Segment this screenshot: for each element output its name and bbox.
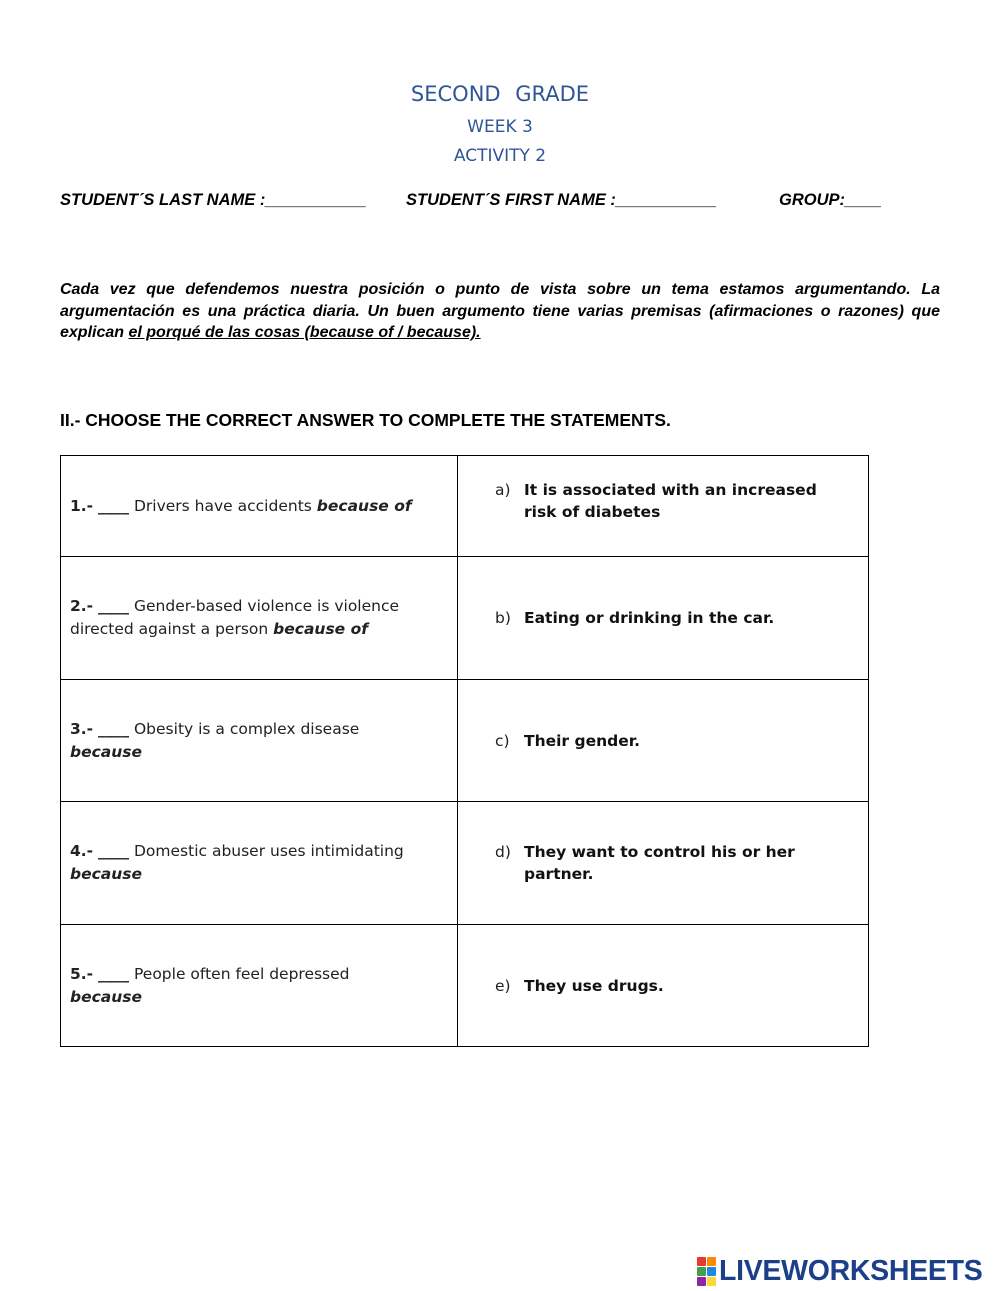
statement-number: 4.- xyxy=(70,842,94,860)
answer-blank[interactable]: ____ xyxy=(98,842,130,860)
answer-cell xyxy=(458,557,869,680)
table-row xyxy=(61,802,869,925)
logo-text: LIVEWORKSHEETS xyxy=(719,1255,983,1287)
week-label: WEEK 3 xyxy=(467,117,533,137)
logo-block xyxy=(707,1257,716,1266)
answer-letter: d) xyxy=(495,843,511,861)
group-field[interactable]: GROUP:____ xyxy=(779,191,882,209)
statement-text: Gender-based violence is violence directed against a person xyxy=(70,597,400,638)
answer-text: Their gender. xyxy=(524,731,641,750)
last-name-field[interactable]: STUDENT´S LAST NAME :___________ xyxy=(60,191,367,209)
answer-letter: a) xyxy=(495,481,511,499)
statement-connector: because xyxy=(70,865,143,883)
statement-cell xyxy=(61,680,458,802)
table-row xyxy=(61,456,869,557)
statement-number: 5.- xyxy=(70,964,94,983)
answer-text: Eating or drinking in the car. xyxy=(524,609,775,627)
worksheet-title: SECOND GRADE xyxy=(410,82,590,106)
answer-text: It is associated with an increased risk of diabetes xyxy=(524,481,817,521)
statement-text: Drivers have accidents xyxy=(133,496,312,515)
logo-block xyxy=(697,1277,706,1286)
answer-cell xyxy=(458,680,869,802)
statement-text: Domestic abuser uses intimidating xyxy=(133,842,404,860)
intro-paragraph xyxy=(60,279,940,344)
matching-table xyxy=(60,455,869,1047)
statement-cell xyxy=(61,557,458,680)
statement-cell xyxy=(61,456,458,557)
answer-letter: b) xyxy=(495,609,511,627)
logo-block xyxy=(707,1277,716,1286)
table-row xyxy=(61,557,869,680)
answer-letter: c) xyxy=(495,731,510,750)
logo-block xyxy=(697,1267,706,1276)
student-info-row xyxy=(60,191,882,267)
logo-blocks-icon xyxy=(697,1257,716,1286)
statement-text: Obesity is a complex disease xyxy=(133,719,360,738)
answer-text: They want to control his or her partner. xyxy=(524,843,795,883)
table-row xyxy=(61,680,869,802)
statement-connector: because of xyxy=(273,620,368,638)
statement-number: 1.- xyxy=(70,496,94,515)
statement-connector: because of xyxy=(316,496,412,515)
statement-number: 2.- xyxy=(70,597,94,615)
statement-cell xyxy=(61,802,458,925)
statement-connector: because xyxy=(70,742,143,761)
answer-blank[interactable]: ____ xyxy=(98,597,130,615)
intro-underlined: el porqué de las cosas (because of / because). xyxy=(128,324,481,341)
answer-letter: e) xyxy=(495,976,511,995)
answer-blank[interactable]: ____ xyxy=(98,496,130,515)
activity-label: ACTIVITY 2 xyxy=(453,146,547,166)
logo-block xyxy=(697,1257,706,1266)
answer-blank[interactable]: ____ xyxy=(98,719,130,738)
first-name-field[interactable]: STUDENT´S FIRST NAME :___________ xyxy=(406,191,717,209)
table-row xyxy=(61,925,869,1047)
answer-cell xyxy=(458,456,869,557)
answer-cell xyxy=(458,802,869,925)
section-title: II.- CHOOSE THE CORRECT ANSWER TO COMPLETE THE STATEMENTS. xyxy=(60,410,671,430)
answer-blank[interactable]: ____ xyxy=(98,964,130,983)
answer-text: They use drugs. xyxy=(524,976,664,995)
statement-text: People often feel depressed xyxy=(133,964,350,983)
answer-cell xyxy=(458,925,869,1047)
statement-cell xyxy=(61,925,458,1047)
statement-number: 3.- xyxy=(70,719,94,738)
intro-text: Cada vez que defendemos nuestra posición o punto de vista sobre un tema estamos argumentando. La argumentación es una práctica diaria. Un buen argumento tiene varias premisas (afirmaciones o razones) que explican xyxy=(60,281,940,341)
statement-connector: because xyxy=(70,987,143,1006)
logo-block xyxy=(707,1267,716,1276)
liveworksheets-logo xyxy=(697,1255,982,1288)
